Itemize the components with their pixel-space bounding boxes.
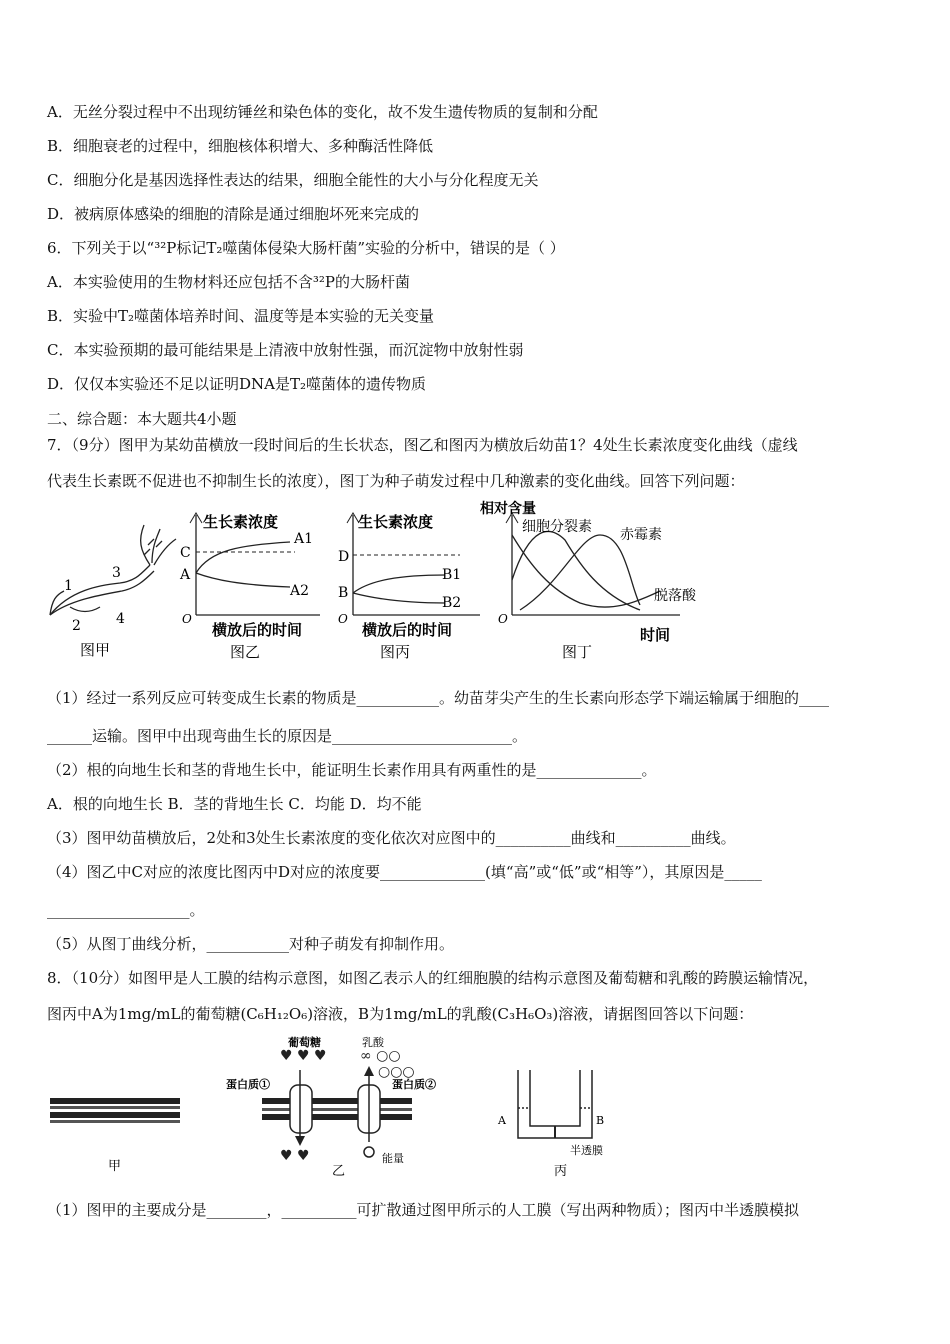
q8-figures: [40, 1030, 660, 1185]
bing-d: D: [338, 549, 350, 565]
label-b: B: [596, 1114, 605, 1127]
bing-xlabel: 横放后的时间: [362, 621, 453, 639]
q7-part4-b: ___________________。: [47, 901, 205, 919]
q8-stem-1: 8．（10分）如图甲是人工膜的结构示意图，如图乙表示人的红细胞膜的结构示意图及葡萄糖和乳酸的跨膜运输情况，: [47, 969, 819, 987]
q7-part2: （2）根的向地生长和茎的背地生长中，能证明生长素作用具有两重性的是______________。: [47, 761, 657, 779]
label-protein-2: 蛋白质②: [392, 1078, 436, 1091]
yi-a: A: [180, 567, 191, 583]
q6-option-d: D．仅仅本实验还不足以证明DNA是T₂噬菌体的遗传物质: [47, 375, 427, 393]
ding-ylabel: 相对含量: [480, 501, 536, 517]
q7-part1-a: （1）经过一系列反应可转变成生长素的物质是___________。幼苗芽尖产生的生长素向形态学下端运输属于细胞的____: [47, 689, 830, 707]
ding-series-aba: 脱落酸: [654, 588, 696, 604]
svg-text:∞ ○○: ∞ ○○: [360, 1048, 401, 1064]
svg-text:♥ ♥: ♥ ♥: [280, 1148, 310, 1164]
label-protein-1: 蛋白质①: [226, 1078, 270, 1091]
q5-option-c: C．细胞分化是基因选择性表达的结果，细胞全能性的大小与分化程度无关: [47, 171, 539, 189]
label-3: 3: [112, 565, 121, 581]
q8-caption-yi: 乙: [332, 1164, 346, 1179]
svg-text:○○○: ○○○: [378, 1064, 415, 1080]
label-a: A: [498, 1114, 506, 1127]
q7-part5: （5）从图丁曲线分析，___________对种子萌发有抑制作用。: [47, 935, 455, 953]
bing-ylabel: 生长素浓度: [358, 513, 434, 531]
yi-a1: A1: [294, 531, 314, 547]
label-1: 1: [64, 578, 73, 594]
q6-option-b: B．实验中T₂噬菌体培养时间、温度等是本实验的无关变量: [47, 307, 435, 325]
label-2: 2: [72, 618, 81, 634]
q7-part1-b: ______运输。图甲中出现弯曲生长的原因是________________________。: [47, 727, 528, 745]
yi-origin: O: [182, 612, 192, 626]
chart-yi: [179, 513, 320, 661]
q8-caption-jia: 甲: [108, 1159, 122, 1174]
q7-part2-options: A．根的向地生长 B．茎的背地生长 C．均能 D．均不能: [47, 795, 422, 813]
q7-part3: （3）图甲幼苗横放后，2处和3处生长素浓度的变化依次对应图中的__________曲线和__________曲线。: [47, 829, 736, 847]
q8-part1: （1）图甲的主要成分是________，__________可扩散通过图甲所示的人工膜（写出两种物质）；图丙中半透膜模拟: [47, 1201, 800, 1219]
q8-stem-2: 图丙中A为1mg/mL的葡萄糖(C₆H₁₂O₆)溶液，B为1mg/mL的乳酸(C₃H₆O₃)溶液，请据图回答以下问题：: [47, 1005, 754, 1023]
label-lactic-acid: 乳酸: [362, 1036, 384, 1049]
label-energy: 能量: [382, 1152, 404, 1165]
ding-series-gibberellin: 赤霉素: [620, 527, 662, 543]
rbc-membrane-drawing: [226, 1035, 436, 1165]
ding-xlabel: 时间: [640, 626, 671, 644]
q5-option-b: B．细胞衰老的过程中，细胞核体积增大、多种酶活性降低: [47, 137, 434, 155]
q7-stem-1: 7．（9分）图甲为某幼苗横放一段时间后的生长状态，图乙和图丙为横放后幼苗1？4处生长素浓度变化曲线（虚线: [47, 436, 798, 454]
ding-origin: O: [498, 612, 508, 626]
label-4: 4: [116, 611, 125, 627]
section-heading: 二、综合题：本大题共4小题: [47, 410, 237, 428]
yi-xlabel: 横放后的时间: [212, 621, 303, 639]
svg-text:♥ ♥ ♥: ♥ ♥ ♥: [280, 1048, 327, 1064]
bing-b2: B2: [442, 595, 462, 611]
chart-ding: [480, 500, 697, 661]
q6-option-a: A．本实验使用的生物材料还应包括不含³²P的大肠杆菌: [47, 273, 410, 291]
chart-bing: [338, 513, 480, 661]
yi-ylabel: 生长素浓度: [203, 513, 279, 531]
artificial-membrane-drawing: [50, 1098, 180, 1123]
q7-stem-2: 代表生长素既不促进也不抑制生长的浓度），图丁为种子萌发过程中几种激素的变化曲线。回答下列问题：: [47, 472, 745, 490]
q5-option-a: A．无丝分裂过程中不出现纺锤丝和染色体的变化，故不发生遗传物质的复制和分配: [47, 103, 598, 121]
caption-ding: 图丁: [562, 643, 593, 661]
yi-a2: A2: [290, 583, 310, 599]
caption-jia: 图甲: [80, 641, 111, 659]
caption-bing: 图丙: [380, 643, 411, 661]
label-semipermeable-membrane: 半透膜: [570, 1144, 603, 1157]
q7-part4-a: （4）图乙中C对应的浓度比图丙中D对应的浓度要______________(填“高”或“低”或“相等”），其原因是_____: [47, 863, 762, 881]
yi-c: C: [180, 545, 191, 561]
q7-figures: [40, 495, 740, 670]
ding-series-cytokinin: 细胞分裂素: [522, 519, 592, 535]
bing-b: B: [338, 585, 349, 601]
q6-stem: 6．下列关于以“³²P标记T₂噬菌体侵染大肠杆菌”实验的分析中，错误的是（ ）: [47, 239, 565, 257]
label-glucose: 葡萄糖: [288, 1036, 321, 1049]
u-tube-drawing: [518, 1070, 592, 1138]
q6-option-c: C．本实验预期的最可能结果是上清液中放射性强，而沉淀物中放射性弱: [47, 341, 524, 359]
q5-option-d: D．被病原体感染的细胞的清除是通过细胞坏死来完成的: [47, 205, 420, 223]
bing-b1: B1: [442, 567, 462, 583]
bing-origin: O: [338, 612, 348, 626]
q8-caption-bing: 丙: [554, 1164, 568, 1179]
caption-yi: 图乙: [230, 643, 261, 661]
